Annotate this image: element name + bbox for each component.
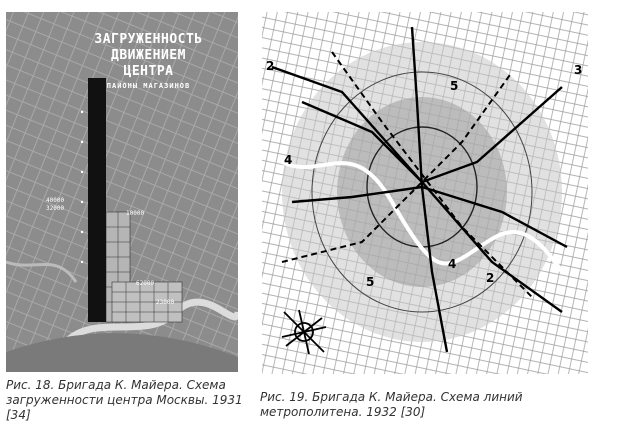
metro-lines-map: [262, 12, 588, 374]
poster-subtitle: ПАЙОНЫ МАГАЗИНОВ: [106, 82, 191, 90]
figure-18-caption: Рис. 18. Бригада К. Майера. Схема загруженности центра Москвы. 1931 [34]: [6, 378, 243, 422]
line-number: 5: [366, 275, 375, 289]
svg-text:23000: 23000: [156, 299, 175, 306]
poster-title-line-1: ЗАГРУЖЕННОСТЬ: [94, 32, 203, 47]
figure-18-image: [6, 12, 238, 372]
line-number: 2: [486, 271, 495, 285]
line-number: 4: [284, 153, 293, 167]
svg-text:40000: 40000: [46, 197, 65, 204]
figure-19-image: [262, 12, 588, 374]
figure-19-caption: Рис. 19. Бригада К. Майера. Схема линий метрополитена. 1932 [30]: [260, 390, 523, 419]
poster-title: [66, 32, 231, 91]
poster-title-line-3: ЦЕНТРА: [123, 64, 174, 79]
svg-text:32000: 32000: [46, 205, 65, 212]
line-number: 2: [266, 59, 275, 73]
svg-text:10000: 10000: [126, 210, 145, 217]
poster-title-line-2: ДВИЖЕНИЕМ: [111, 48, 186, 63]
line-number: 5: [450, 79, 459, 93]
line-number: 4: [448, 257, 457, 271]
line-number: 3: [574, 63, 583, 77]
svg-text:62000: 62000: [136, 280, 155, 287]
